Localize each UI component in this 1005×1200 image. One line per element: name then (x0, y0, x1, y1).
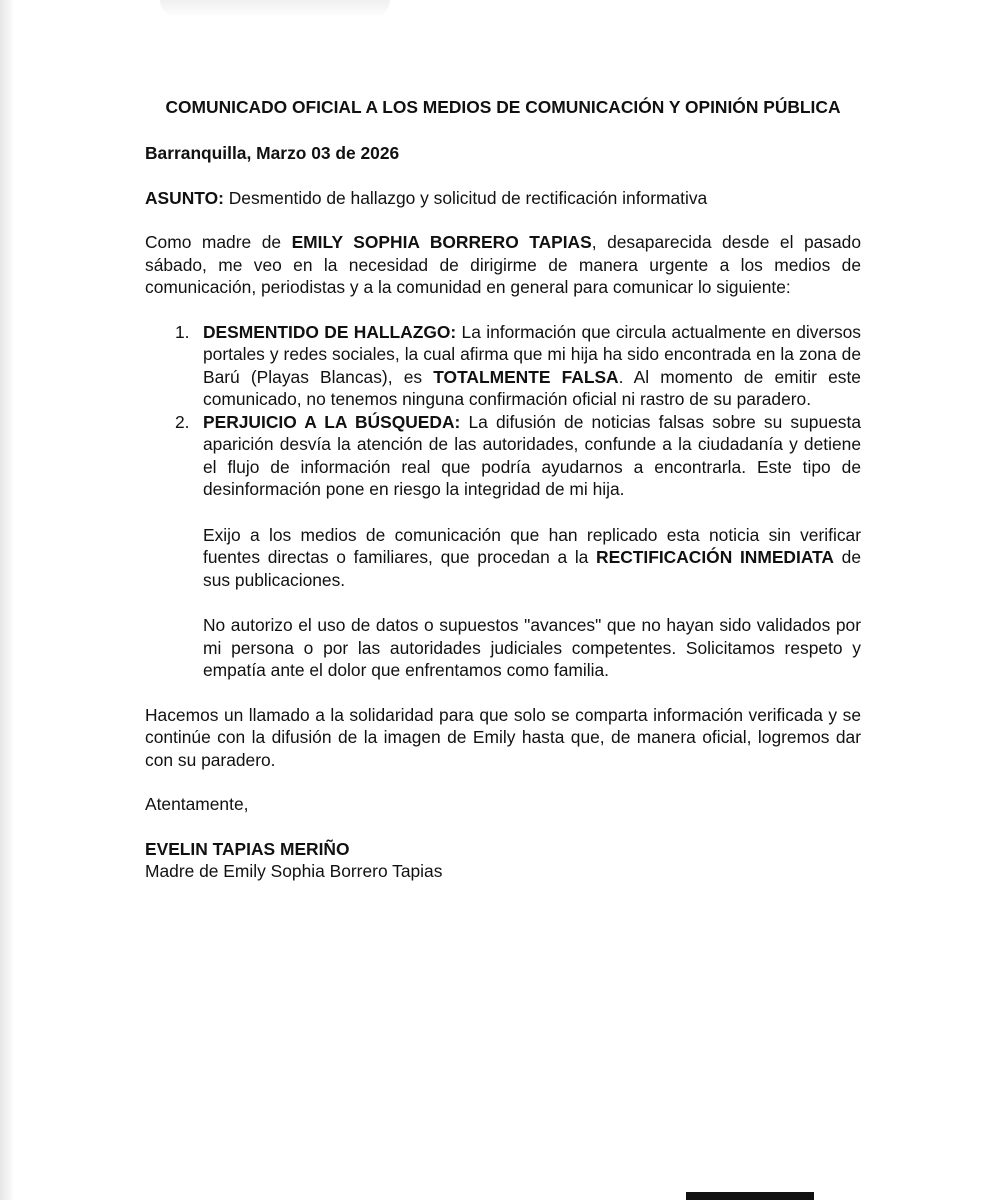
item-text-post: . Al momento de emitir este comunicado, no tenemos ninguna confirmación oficial ni rastro de su paradero. (203, 366, 861, 409)
signer-role: Madre de Emily Sophia Borrero Tapias (145, 861, 443, 881)
signer-name: EVELIN TAPIAS MERIÑO (145, 838, 350, 859)
demand-bold: RECTIFICACIÓN INMEDIATA (596, 547, 834, 567)
subject-label: ASUNTO: (145, 187, 224, 208)
subject-line (145, 187, 861, 210)
intro-post: , desaparecida desde el pasado sábado, me veo en la necesidad de dirigirme de manera urgente a los medios de comunicación, periodistas y a la comunidad en general para comunicar lo siguiente: (145, 232, 861, 297)
item-number: 2. (175, 411, 190, 432)
missing-person-name: EMILY SOPHIA BORRERO TAPIAS (291, 232, 592, 252)
item-text: La difusión de noticias falsas sobre su supuesta aparición desvía la atención de las autoridades, confunde a la ciudadanía y detiene el flujo de información real que podría ayudarnos a encontrarla. Este tipo de desinformación pone en riesgo la integridad de mi hija. (203, 411, 861, 499)
list-item (175, 321, 862, 411)
subject-text: Desmentido de hallazgo y solicitud de rectificación informativa (223, 187, 708, 208)
closing-line: Atentamente, (145, 794, 249, 814)
list-item (175, 411, 861, 501)
authorization-paragraph: No autorizo el uso de datos o supuestos "avances" que no hayan sido validados por mi persona o por las autoridades judiciales competentes. Solicitamos respeto y empatía ante el dolor que enfrentamos como familia. (203, 615, 861, 680)
demand-pre: Exijo a los medios de comunicación que han replicado esta noticia sin verificar fuentes directas o familiares, que procedan a la (203, 524, 861, 567)
intro-paragraph (145, 231, 861, 299)
scan-smudge (160, 0, 390, 18)
item-text-pre: La información que circula actualmente en diversos portales y redes sociales, la cual afirma que mi hija ha sido encontrada en la zona de Barú (Playas Blancas), es (203, 321, 862, 387)
document-title: COMUNICADO OFICIAL A LOS MEDIOS DE COMUNICACIÓN Y OPINIÓN PÚBLICA (165, 97, 841, 117)
item-text-bold: TOTALMENTE FALSA (433, 366, 619, 387)
item-number: 1. (175, 321, 190, 342)
place-date: Barranquilla, Marzo 03 de 2026 (145, 143, 400, 163)
item-heading: DESMENTIDO DE HALLAZGO: (203, 321, 457, 342)
bottom-dark-bar (686, 1192, 814, 1200)
page-edge (0, 0, 14, 1200)
demand-paragraph (203, 524, 861, 592)
intro-pre: Como madre de (145, 232, 292, 252)
document-body (145, 96, 861, 883)
call-paragraph: Hacemos un llamado a la solidaridad para que solo se comparta información verificada y se continúe con la difusión de la imagen de Emily hasta que, de manera oficial, logremos dar con su paradero. (145, 704, 861, 770)
points-list (145, 321, 861, 501)
demand-post: de sus publicaciones. (203, 547, 862, 590)
item-heading: PERJUICIO A LA BÚSQUEDA: (203, 411, 461, 432)
